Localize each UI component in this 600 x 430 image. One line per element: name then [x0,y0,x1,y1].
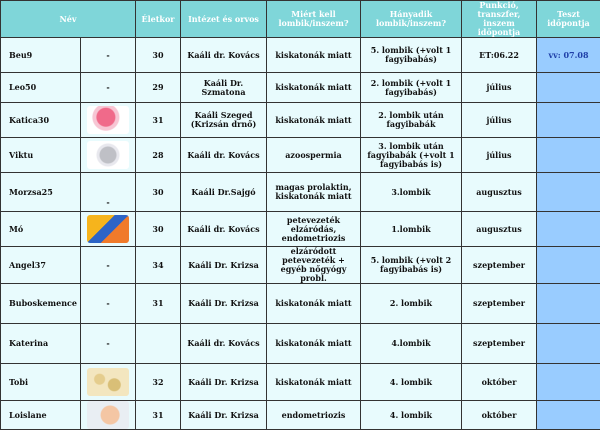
header-why: Miért kell lombik/inszem? [267,1,361,38]
beans-icon [87,368,129,396]
cell-reason: kiskatonák miatt [267,284,361,324]
cell-reason: endometriozis [267,401,361,430]
header-clinic: Intézet és orvos [181,1,267,38]
cell-attempt: 5. lombik (+volt 2 fagyibabás is) [361,247,462,284]
cell-clinic: Kaáli dr. Kovács [181,324,267,364]
cell-clinic: Kaáli Szeged (Krizsán drnő) [181,103,267,138]
table-row [1,138,600,173]
cell-reason: elzáródott petevezeték + egyéb nőgyógy probl. [267,247,361,284]
cell-date: július [462,73,537,103]
table-row [1,173,600,212]
cell-name: Buboskemence [1,284,81,324]
cell-age: 30 [136,38,181,73]
cell-attempt: 4.lombik [361,324,462,364]
cell-test [537,138,600,173]
cell-test [537,73,600,103]
cell-mark: - [81,284,136,324]
cell-clinic: Kaáli dr. Kovács [181,138,267,173]
cell-date: augusztus [462,212,537,247]
cell-age: 31 [136,284,181,324]
cell-date: július [462,138,537,173]
cell-mark [81,401,136,430]
cell-attempt: 3.lombik [361,173,462,212]
cell-mark: - [81,247,136,284]
cell-clinic: Kaáli dr. Kovács [181,38,267,73]
cell-attempt: 2. lombik [361,284,462,324]
table-row [1,212,600,247]
cell-reason: petevezeték elzáródás, endometriozis [267,212,361,247]
cell-clinic: Kaáli Dr. Krizsa [181,401,267,430]
cell-clinic: Kaáli dr. Kovács [181,212,267,247]
table-row [1,401,600,430]
cell-age: 29 [136,73,181,103]
cell-name: Mó [1,212,81,247]
cell-name: Leo50 [1,73,81,103]
header-name: Név [1,1,136,38]
cell-mark: - [81,73,136,103]
cell-clinic: Kaáli Dr.Sajgó [181,173,267,212]
cell-clinic: Kaáli Dr. Krizsa [181,364,267,401]
cell-test [537,212,600,247]
cell-date: szeptember [462,247,537,284]
colorful-icon [87,215,129,243]
cell-mark [81,364,136,401]
cell-test [537,284,600,324]
cell-mark [81,103,136,138]
cell-name: Angel37 [1,247,81,284]
header-which: Hányadik lombik/inszem? [361,1,462,38]
cell-name: Viktu [1,138,81,173]
cell-reason: azoospermia [267,138,361,173]
cell-test [537,247,600,284]
cell-name: Beu9 [1,38,81,73]
cell-name: Tobi [1,364,81,401]
cell-mark: - [81,324,136,364]
cell-test [537,364,600,401]
cell-name: Morzsa25 [1,173,81,212]
table-row [1,284,600,324]
cell-attempt: 4. lombik [361,364,462,401]
cell-age: 32 [136,364,181,401]
cell-attempt: 3. lombik után fagyibabák (+volt 1 fagyibabás is) [361,138,462,173]
header-test: Teszt időpontja [537,1,600,38]
cell-test: vv: 07.08 [537,38,600,73]
cell-clinic: Kaáli Dr. Szmatona [181,73,267,103]
cell-age: 34 [136,247,181,284]
cell-test [537,103,600,138]
header-row [1,1,600,38]
cell-age [136,324,181,364]
table-row [1,73,600,103]
cell-attempt: 2. lombik után fagyibabák [361,103,462,138]
baby-icon [87,401,129,429]
koala-icon [87,141,129,169]
cell-date: szeptember [462,284,537,324]
cell-test [537,173,600,212]
cell-age: 30 [136,173,181,212]
cell-attempt: 4. lombik [361,401,462,430]
cell-name: Katerina [1,324,81,364]
cell-reason: kiskatonák miatt [267,364,361,401]
cell-clinic: Kaáli Dr. Krizsa [181,247,267,284]
cell-date: július [462,103,537,138]
cell-name: Loislane [1,401,81,430]
cell-age: 31 [136,103,181,138]
cell-date: október [462,364,537,401]
cell-age: 31 [136,401,181,430]
cell-test [537,401,600,430]
cell-name: Katica30 [1,103,81,138]
cell-reason: kiskatonák miatt [267,103,361,138]
cell-reason: kiskatonák miatt [267,73,361,103]
table-row [1,364,600,401]
cell-date: október [462,401,537,430]
cell-mark: - [81,38,136,73]
cell-date: ET:06.22 [462,38,537,73]
table-row [1,38,600,73]
header-date: Punkció, transzfer, inszem időpontja [462,1,537,38]
cell-reason: kiskatonák miatt [267,38,361,73]
table-row [1,324,600,364]
cell-date: szeptember [462,324,537,364]
cell-attempt: 1.lombik [361,212,462,247]
table-row [1,247,600,284]
cell-age: 30 [136,212,181,247]
cell-clinic: Kaáli Dr. Krizsa [181,284,267,324]
rose-icon [87,106,129,134]
cell-attempt: 5. lombik (+volt 1 fagyibabás) [361,38,462,73]
cell-date: augusztus [462,173,537,212]
cell-age: 28 [136,138,181,173]
header-age: Életkor [136,1,181,38]
cell-mark [81,212,136,247]
cell-reason: magas prolaktin, kiskatonák miatt [267,173,361,212]
cell-attempt: 2. lombik (+volt 1 fagyibabás) [361,73,462,103]
table-row [1,103,600,138]
cell-mark: - [81,173,136,212]
cell-test [537,324,600,364]
cell-reason: kiskatonák miatt [267,324,361,364]
cell-mark [81,138,136,173]
